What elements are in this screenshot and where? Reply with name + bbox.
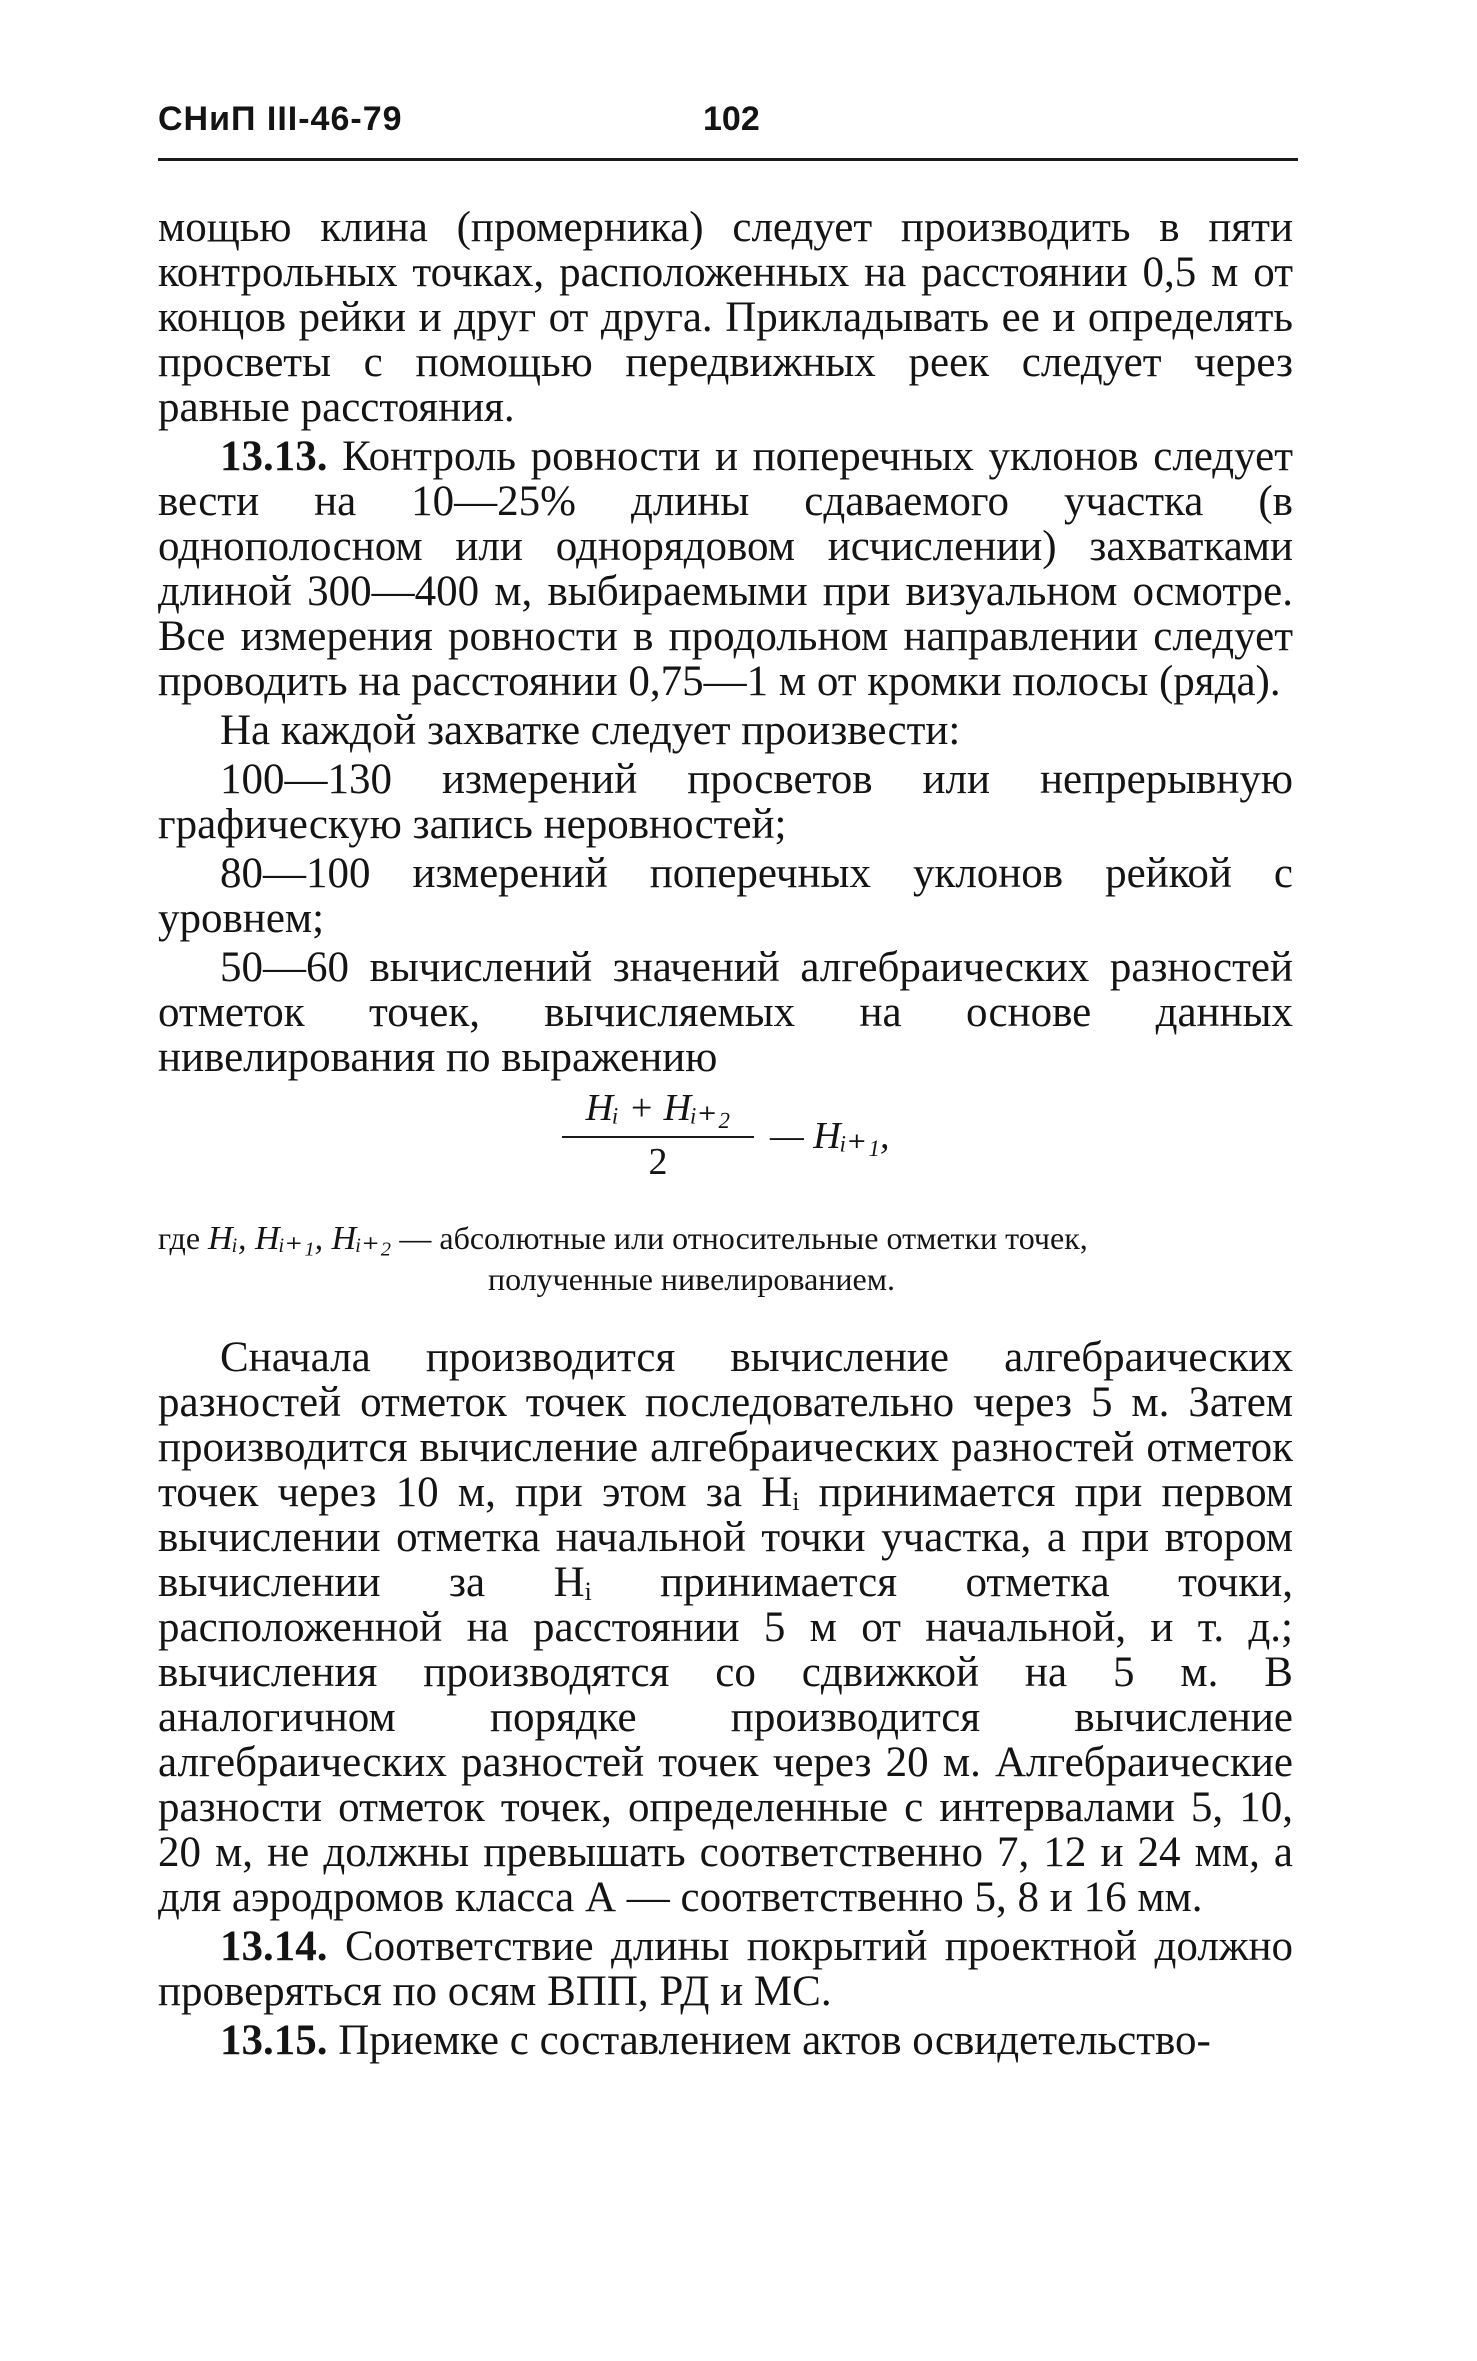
- paragraph-text: На каждой захватке следует произвести:: [220, 707, 961, 754]
- paragraph-text: 50—60 вычислений значений алгебраических разностей отметок точек, вычисляемых на основе данных нивелирования по выражению: [158, 944, 1293, 1081]
- legend-line-2: полученные нивелированием.: [488, 1261, 895, 1297]
- formula-fraction: [558, 1084, 758, 1186]
- formula-denominator: 2: [648, 1141, 668, 1183]
- paragraph-text: Контроль ровности и поперечных уклонов следует вести на 10—25% длины сдаваемого участка (в однополосном или однорядовом исчислении) захватками длиной 300—400 м, выбираемыми при визуальном осмотре. Все измерения ровности в продольном направлении следует проводить на расстоянии 0,75—1 м от кромки полосы (ряда).: [158, 433, 1293, 705]
- formula-legend: [158, 1218, 1293, 1299]
- paragraph-text: 100—130 измерений просветов или непрерывную графическую запись неровностей;: [158, 756, 1293, 848]
- list-item-gap-measurements: [158, 757, 1293, 847]
- page-number: 102: [703, 100, 760, 138]
- formula-numerator: Hᵢ + Hᵢ₊₂: [585, 1087, 731, 1129]
- paragraph-calculation-order: [158, 1335, 1293, 1920]
- clause-number: 13.15.: [220, 2017, 328, 2064]
- legend-description: — абсолютные или относительные отметки точек,: [391, 1220, 1088, 1256]
- clause-number: 13.13.: [220, 433, 328, 480]
- clause-13-15: [158, 2018, 1293, 2063]
- paragraph-text: Сначала производится вычисление алгебраических разностей отметок точек последовательно через 5 м. Затем производится вычисление алгебраических разностей отметок точек через 10 м, при этом за Hᵢ принимается при первом вычислении отметка начальной точки участка, а при втором вычислении за Hᵢ принимается отметка точки, расположенной на расстоянии 5 м от начальной, и т. д.; вычисления производятся со сдвижкой на 5 м. В аналогичном порядке производится вычисление алгебраических разностей точек через 20 м. Алгебраические разности отметок точек, определенные с интервалами 5, 10, 20 м, не должны превышать соответственно 7, 12 и 24 мм, а для аэродромов класса А — соответственно 5, 8 и 16 мм.: [158, 1334, 1293, 1921]
- running-title: СНиП III-46-79: [158, 100, 403, 138]
- paragraph-text: Приемке с составлением актов освидетельство-: [327, 2017, 1211, 2064]
- paragraph-text: 80—100 измерений поперечных уклонов рейкой с уровнем;: [158, 850, 1293, 942]
- clause-13-13: [158, 434, 1293, 704]
- paragraph-each-section: [158, 708, 1293, 753]
- header-rule: [158, 158, 1298, 161]
- paragraph-text: Соответствие длины покрытий проектной должно проверяться по осям ВПП, РД и МС.: [158, 1923, 1293, 2015]
- body-text: [158, 205, 1293, 2067]
- clause-13-14: [158, 1924, 1293, 2014]
- legend-prefix: где: [158, 1220, 209, 1256]
- legend-variables: Hᵢ, Hᵢ₊₁, Hᵢ₊₂: [208, 1220, 392, 1257]
- paragraph-text: мощью клина (промерника) следует производить в пяти контрольных точках, расположенных на расстоянии 0,5 м от концов рейки и друг от друга. Прикладывать ее и определять просветы с помощью передвижных реек следует через равные расстояния.: [158, 204, 1293, 431]
- formula-subtrahend: — Hᵢ₊₁,: [770, 1115, 890, 1157]
- paragraph-continuation: [158, 205, 1293, 430]
- legend-line-1: [158, 1218, 1293, 1259]
- list-item-slope-measurements: [158, 851, 1293, 941]
- page-header: [158, 100, 1298, 160]
- list-item-algebraic-differences: [158, 945, 1293, 1080]
- clause-number: 13.14.: [220, 1923, 328, 1970]
- formula: [158, 1084, 1293, 1214]
